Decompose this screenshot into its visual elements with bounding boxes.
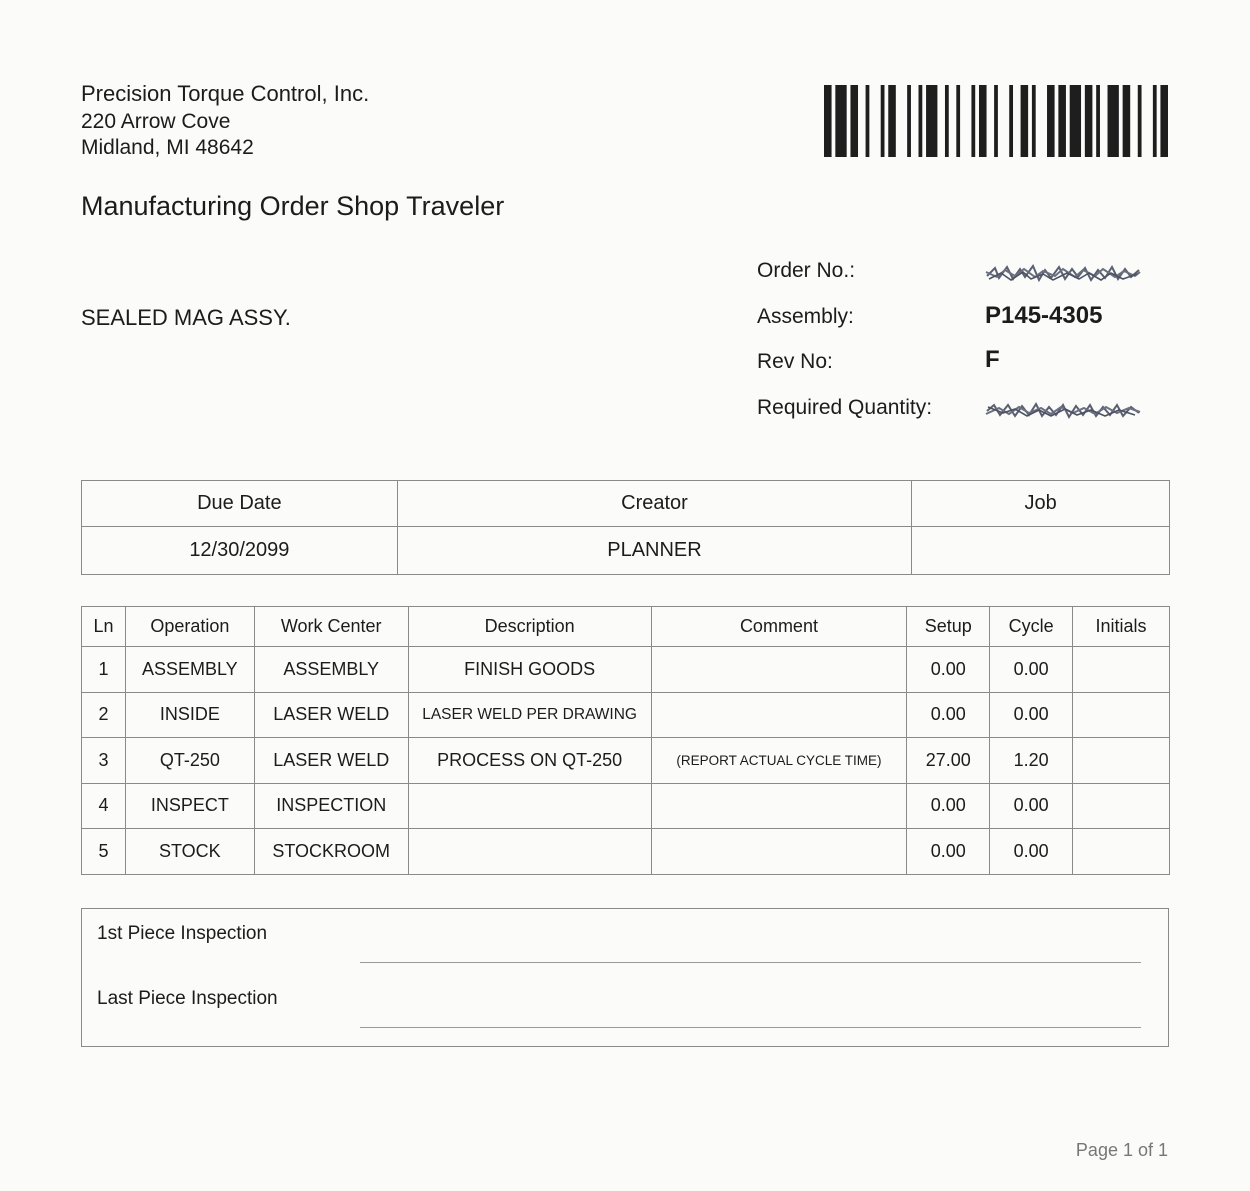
col-header-comment: Comment [651, 607, 907, 647]
col-header-ln: Ln [82, 607, 126, 647]
inspection-box [81, 908, 1169, 1047]
cell-operation: INSIDE [125, 692, 254, 738]
cell-initials[interactable] [1073, 783, 1170, 829]
due-date-header: Due Date [82, 481, 398, 527]
cell-comment [651, 692, 907, 738]
cell-ln: 3 [82, 738, 126, 784]
cell-cycle: 0.00 [990, 829, 1073, 875]
cell-description [408, 783, 651, 829]
job-value [912, 527, 1170, 575]
cell-setup: 0.00 [907, 692, 990, 738]
cell-operation: STOCK [125, 829, 254, 875]
col-header-description: Description [408, 607, 651, 647]
creator-header: Creator [397, 481, 912, 527]
cell-cycle: 0.00 [990, 647, 1073, 693]
cell-initials[interactable] [1073, 829, 1170, 875]
col-header-setup: Setup [907, 607, 990, 647]
cell-operation: INSPECT [125, 783, 254, 829]
cell-cycle: 1.20 [990, 738, 1073, 784]
company-name: Precision Torque Control, Inc. [81, 81, 370, 106]
cell-ln: 5 [82, 829, 126, 875]
redacted-order-no [985, 264, 1141, 282]
first-piece-signature-line[interactable] [360, 962, 1141, 963]
cell-ln: 2 [82, 692, 126, 738]
operations-table [81, 606, 1170, 875]
col-header-operation: Operation [125, 607, 254, 647]
last-piece-inspection-label: Last Piece Inspection [97, 988, 278, 1009]
cell-description: LASER WELD PER DRAWING [408, 692, 651, 738]
company-address-line1: 220 Arrow Cove [81, 110, 231, 133]
part-description: SEALED MAG ASSY. [81, 305, 291, 330]
cell-comment [651, 783, 907, 829]
assembly-label: Assembly: [757, 305, 854, 328]
table-row [82, 647, 1170, 693]
cell-ln: 1 [82, 647, 126, 693]
cell-comment [651, 647, 907, 693]
cell-work-center: LASER WELD [254, 738, 408, 784]
cell-initials[interactable] [1073, 738, 1170, 784]
cell-comment: (REPORT ACTUAL CYCLE TIME) [651, 738, 907, 784]
document-title: Manufacturing Order Shop Traveler [81, 191, 505, 221]
order-no-label: Order No.: [757, 259, 856, 282]
rev-value: F [985, 346, 1000, 373]
cell-setup: 27.00 [907, 738, 990, 784]
cell-comment [651, 829, 907, 875]
cell-work-center: ASSEMBLY [254, 647, 408, 693]
assembly-value: P145-4305 [985, 302, 1103, 329]
col-header-work-center: Work Center [254, 607, 408, 647]
cell-ln: 4 [82, 783, 126, 829]
cell-work-center: INSPECTION [254, 783, 408, 829]
table-row [82, 829, 1170, 875]
last-piece-signature-line[interactable] [360, 1027, 1141, 1028]
cell-initials[interactable] [1073, 692, 1170, 738]
table-row [82, 738, 1170, 784]
first-piece-inspection-label: 1st Piece Inspection [97, 923, 268, 944]
cell-description [408, 829, 651, 875]
table-row [82, 692, 1170, 738]
cell-operation: ASSEMBLY [125, 647, 254, 693]
col-header-initials: Initials [1073, 607, 1170, 647]
page-number: Page 1 of 1 [1075, 1140, 1168, 1160]
cell-setup: 0.00 [907, 829, 990, 875]
cell-setup: 0.00 [907, 647, 990, 693]
cell-description: PROCESS ON QT-250 [408, 738, 651, 784]
cell-cycle: 0.00 [990, 692, 1073, 738]
required-quantity-label: Required Quantity: [757, 396, 933, 419]
creator-value: PLANNER [397, 527, 912, 575]
barcode-icon [824, 85, 1168, 157]
table-header-row [82, 607, 1170, 647]
company-address-line2: Midland, MI 48642 [81, 136, 254, 159]
col-header-cycle: Cycle [990, 607, 1073, 647]
cell-initials[interactable] [1073, 647, 1170, 693]
cell-operation: QT-250 [125, 738, 254, 784]
cell-work-center: LASER WELD [254, 692, 408, 738]
table-row [82, 783, 1170, 829]
job-header: Job [912, 481, 1170, 527]
cell-work-center: STOCKROOM [254, 829, 408, 875]
due-date-value: 12/30/2099 [82, 527, 398, 575]
cell-description: FINISH GOODS [408, 647, 651, 693]
rev-label: Rev No: [757, 350, 833, 373]
cell-cycle: 0.00 [990, 783, 1073, 829]
cell-setup: 0.00 [907, 783, 990, 829]
order-info-table [81, 480, 1170, 575]
redacted-required-quantity [985, 401, 1141, 419]
